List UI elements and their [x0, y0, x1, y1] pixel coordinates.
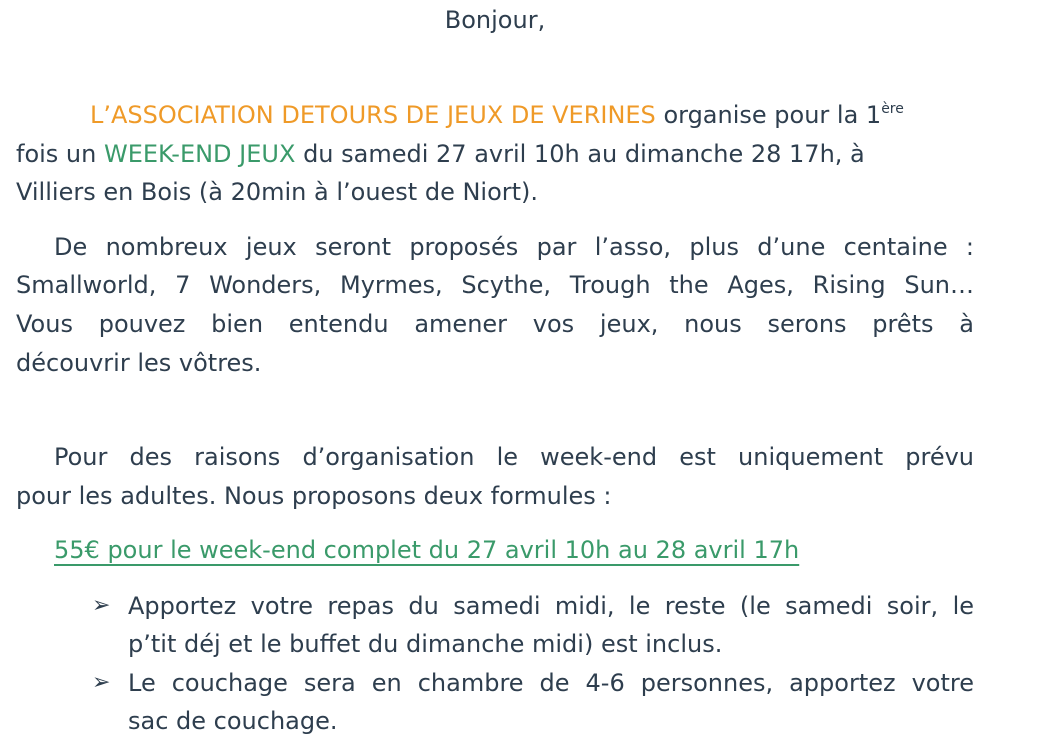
games-line-2: Smallworld, 7 Wonders, Myrmes, Scythe, Trough the Ages, Rising Sun…	[16, 271, 974, 299]
bullet-2-line-1: Le couchage sera en chambre de 4-6 personnes, apportez votre	[128, 669, 974, 697]
bullet-1-line-1: Apportez votre repas du samedi midi, le reste (le samedi soir, le	[128, 592, 974, 620]
intro-line-2	[16, 140, 865, 168]
formula-title[interactable]	[54, 536, 799, 564]
bullet-1-line-2: p’tit déj et le buffet du dimanche midi) est inclus.	[128, 630, 723, 658]
intro-line2-start: fois un	[16, 140, 97, 168]
games-line-3: Vous pouvez bien entendu amener vos jeux, nous serons prêts à	[16, 310, 974, 338]
organisation-line-1: Pour des raisons d’organisation le week-end est uniquement prévu	[54, 443, 974, 471]
games-line-1: De nombreux jeux seront proposés par l’asso, plus d’une centaine :	[54, 233, 974, 261]
ordinal-suffix: ère	[881, 101, 904, 117]
event-name: WEEK-END JEUX	[104, 140, 296, 168]
formula-link[interactable]: 55€ pour le week-end complet du 27 avril 10h au 28 avril 17h	[54, 536, 800, 564]
games-line-4: découvrir les vôtres.	[16, 349, 262, 377]
intro-line-3: Villiers en Bois (à 20min à l’ouest de Niort).	[16, 178, 539, 206]
intro-organise: organise pour la 1	[663, 101, 882, 129]
arrow-bullet-icon: ➢	[92, 593, 111, 618]
intro-line-1	[90, 101, 904, 129]
association-name: L’ASSOCIATION DETOURS DE JEUX DE VERINES	[90, 101, 656, 129]
greeting: Bonjour,	[444, 6, 546, 34]
arrow-bullet-icon: ➢	[92, 670, 111, 695]
intro-line2-end: du samedi 27 avril 10h au dimanche 28 17h, à	[303, 140, 865, 168]
organisation-line-2: pour les adultes. Nous proposons deux formules :	[16, 482, 612, 510]
bullet-2-line-2: sac de couchage.	[128, 707, 338, 735]
